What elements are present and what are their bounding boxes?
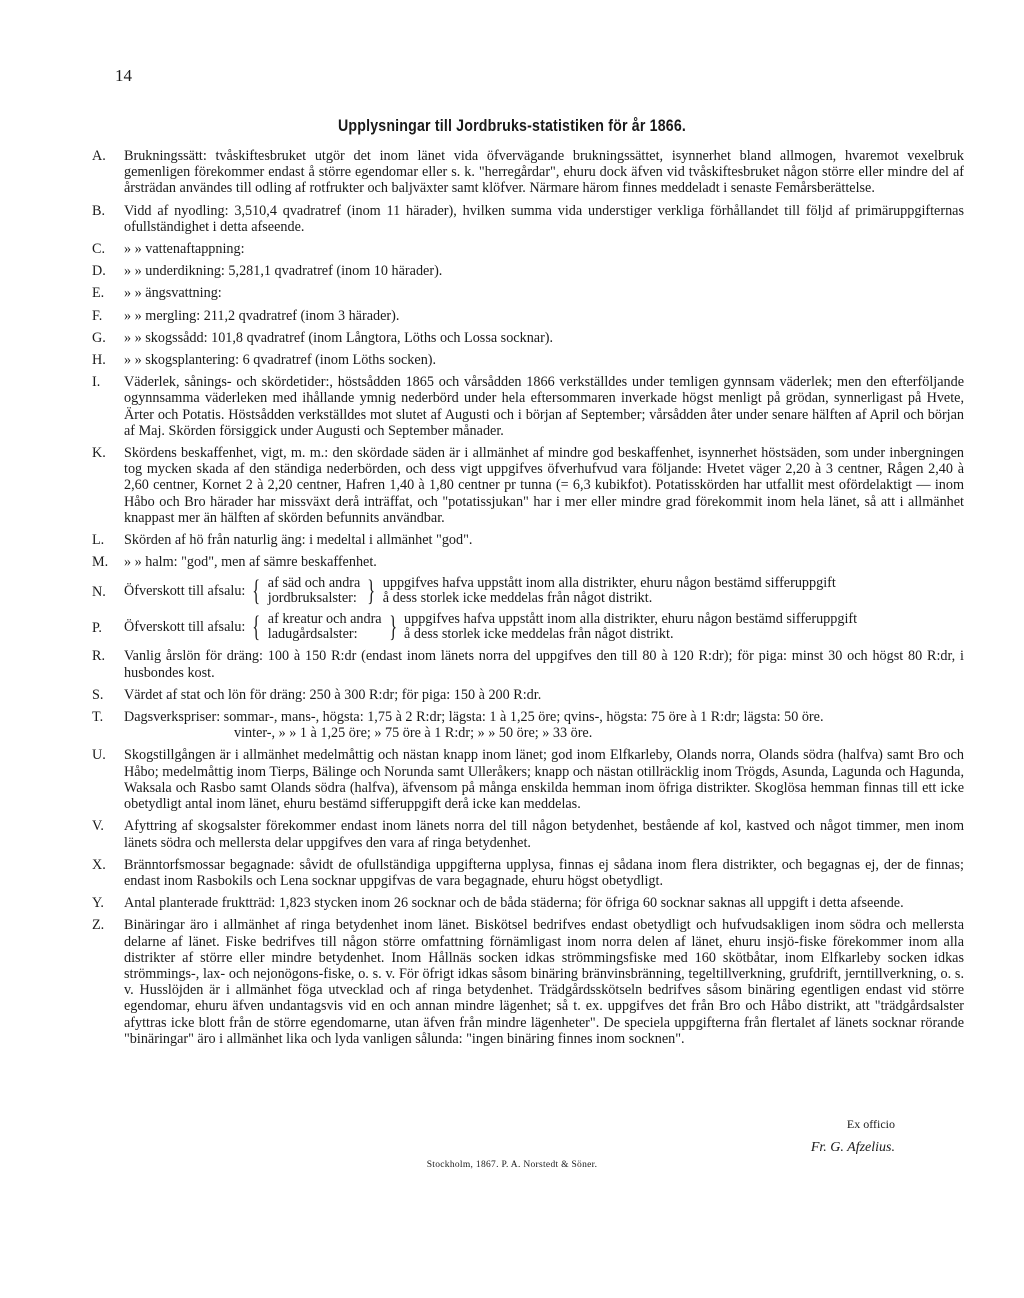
entry-x: X. Bränntorfsmossar begagnade: såvidt de ofullständiga uppgifterna upplysa, finnas ej sådana inom flera distrikter, och begagnas ej, der de finnas; endast inom Rasbokils och Lena socknar uppgifvas de vara begagnade, ehuru högst obetydligt.	[92, 856, 964, 889]
entry-y: Y. Antal planterade fruktträd: 1,823 stycken inom 26 socknar och de båda städerna; för öfriga 60 socknar saknas all uppgift i detta afseende.	[92, 895, 904, 912]
entry-g: G. » » skogssådd: 101,8 qvadratref (inom Långtora, Löths och Lossa socknar).	[92, 329, 554, 346]
page-title: Upplysningar till Jordbruks-statistiken för år 1866.	[337, 117, 687, 135]
entry-z: Z. Binäringar äro i allmänhet af ringa betydenhet inom länet. Biskötsel bedrifves endast obetydligt och hufvudsakligen inom södra och mellersta delarne af länet. Fiske bedrifves till någon större omfattning förnämligast inom norra delen af länet, ehuru insjö-fiske förekommer inom alla distrikter af större eller mindre betydenhet. Inom Hållnäs socken idkas strömmingsfiske med 160 skötbåtar, inom Elfkarleby socken idkas strömmings-, lax- och nejonögons-fiske, o. s. v. För öfrigt idkas såsom binäring bränvinsbränning, tegeltillverkning, grufdrift, jerntillverkning, o. s. v. Husslöjden är i allmänhet föga utvecklad och af ringa betydenhet. Trädgårdsskötseln bedrifves såsom binäring egentligen endast vid större egendomar, ehuru äfven undantagsvis vid en och annan mindre lägenhet; så t. ex. uppgifves det från Bro och Håbo distrikt, att "trädgårdsalster afyttras icke blott från de större egendomarne, utan äfven från mindre lägenheter". De speciela uppgifterna från flertalet af länets socknar rörande "binäringar" äro i allmänhet lika och lyda vanligen sålunda: "ingen binäring finnes inom socknen".	[92, 917, 964, 1047]
entry-a: A. Brukningssätt: tvåskiftesbruket utgör det inom länet vida öfvervägande brukningssättet, isynnerhet bland allmogen, hvaremot vexelbruk gemenligen förekommer endast å större egendomar eller s. k. "herregårdar", ehuru dock äfven vid tvåskiftesbruket någon större eller mindre del af årsträdan användes till odling af rotfrukter och baljväxter samt klöfver. Närmare härom finnes meddeladt i senaste Femårsberättelse.	[92, 148, 964, 197]
entry-c: C. » » vattenaftappning:	[92, 241, 245, 258]
entry-v: V. Afyttring af skogsalster förekommer endast inom länets norra del till någon betydenhet, bestående af kol, kastved och något timmer, men inom länets södra och mellersta delar uppgifves den vara af ringa betydenhet.	[92, 818, 964, 851]
entry-r: R. Vanlig årslön för dräng: 100 à 150 R:dr (endast inom länets norra del uppgifves den till 80 à 120 R:dr); för piga: minst 30 och högst 80 R:dr, i husbondes kost.	[92, 648, 964, 681]
entry-b: B. Vidd af nyodling: 3,510,4 qvadratref (inom 11 härader), hvilken summa vida understiger verkliga förhållandet till följd af primäruppgifternas ofullständighet i detta afseende.	[92, 202, 964, 235]
entry-s: S. Värdet af stat och lön för dräng: 250 à 300 R:dr; för piga: 150 à 200 R:dr.	[92, 686, 542, 703]
page-number: 14	[115, 66, 132, 85]
entry-n: N. Öfverskott till afsalu: { af säd och andra jordbruksalster: } uppgifves hafva uppstått inom alla distrikter, ehuru någon bestämd sifferuppgift å dess storlek icke meddelas från något distrikt.	[92, 574, 836, 608]
entry-h: H. » » skogsplantering: 6 qvadratref (inom Löths socken).	[92, 352, 437, 369]
printer-imprint: Stockholm, 1867. P. A. Norstedt & Söner.	[426, 1160, 598, 1170]
ex-officio-note: Ex officio	[846, 1117, 895, 1131]
entry-i: I. Väderlek, sånings- och skördetider:, höstsådden 1865 och vårsådden 1866 verkställdes under temligen gynnsam väderlek; men den efterföljande ogynnsamma väderleken med ihållande ymnig nederbörd under hela eftersommaren inverkade högst menligt på grödan, synnerligast på Hvete, Ärter och Potatis. Höstsådden verkställdes mot slutet af Augusti och i början af September; vårsådden åter under senare hälften af April och början af Maj. Skörden försiggick under Augusti och September månader.	[92, 374, 964, 439]
entry-f: F. » » mergling: 211,2 qvadratref (inom 3 härader).	[92, 307, 400, 324]
entry-d: D. » » underdikning: 5,281,1 qvadratref (inom 10 härader).	[92, 263, 443, 280]
entry-u: U. Skogstillgången är i allmänhet medelmåttig och nästan knapp inom länet; god inom Elfkarleby, Olands norra, Olands södra (halfva) samt Bro och Håbo; medelmåttig inom Tierps, Bälinge och Norunda samt Ulleråkers; knapp och nästan otillräcklig inom Trögds, Asunda, Lagunda och Hagunda, Waksala och Rasbo samt Olands södra (halfva), äfvensom på många enskilda hemman inom öfriga distrikter. Skoglösa hemman finnas till ett icke obetydligt antal inom länet, ehuru bestämd sifferuppgift derå icke kan meddelas.	[92, 747, 964, 813]
entry-l: L. Skörden af hö från naturlig äng: i medeltal i allmänhet "god".	[92, 532, 473, 549]
entry-t: T. Dagsverkspriser: sommar-, mans-, högsta: 1,75 à 2 R:dr; lägsta: 1 à 1,25 öre; qvins-, högsta: 75 öre à 1 R:dr; lägsta: 50 öre. vinter-, » » 1 à 1,25 öre; » 75 öre à 1 R:dr; » » 50 öre; » 33 öre.	[92, 709, 824, 742]
entry-p: P. Öfverskott till afsalu: { af kreatur och andra ladugårdsalster: } uppgifves hafva uppstått inom alla distrikter, ehuru någon bestämd sifferuppgift å dess storlek icke meddelas från något distrikt.	[92, 610, 858, 644]
entry-k: K. Skördens beskaffenhet, vigt, m. m.: den skördade säden är i allmänhet af mindre god beskaffenhet, isynnerhet höstsäden, som under inbergningen tog mycken skada af den ständiga nederbörden, och dess vigt uppgifves öfverhufvud vara följande: Hvetet väger 2,20 à 3 centner, Rågen 2,40 à 2,60 centner, Kornet 2 à 2,20 centner, Hafren 1,40 à 1,80 centner pr tunna (= 6,3 kubikfot). Potatisskörden har utfallit mest ofördelaktigt — inom Håbo och Bro härader har missväxt derå inträffat, och "potatissjukan" har i mer eller mindre grad förekommit inom hela länet, så att i allmänhet knappast mer än hälften af skörden befunnits användbar.	[92, 445, 964, 526]
entry-m: M. » » halm: "god", men af sämre beskaffenhet.	[92, 554, 377, 571]
entries	[92, 148, 964, 1053]
signer-name: Fr. G. Afzelius.	[810, 1140, 895, 1155]
entry-e: E. » » ängsvattning:	[92, 285, 222, 302]
